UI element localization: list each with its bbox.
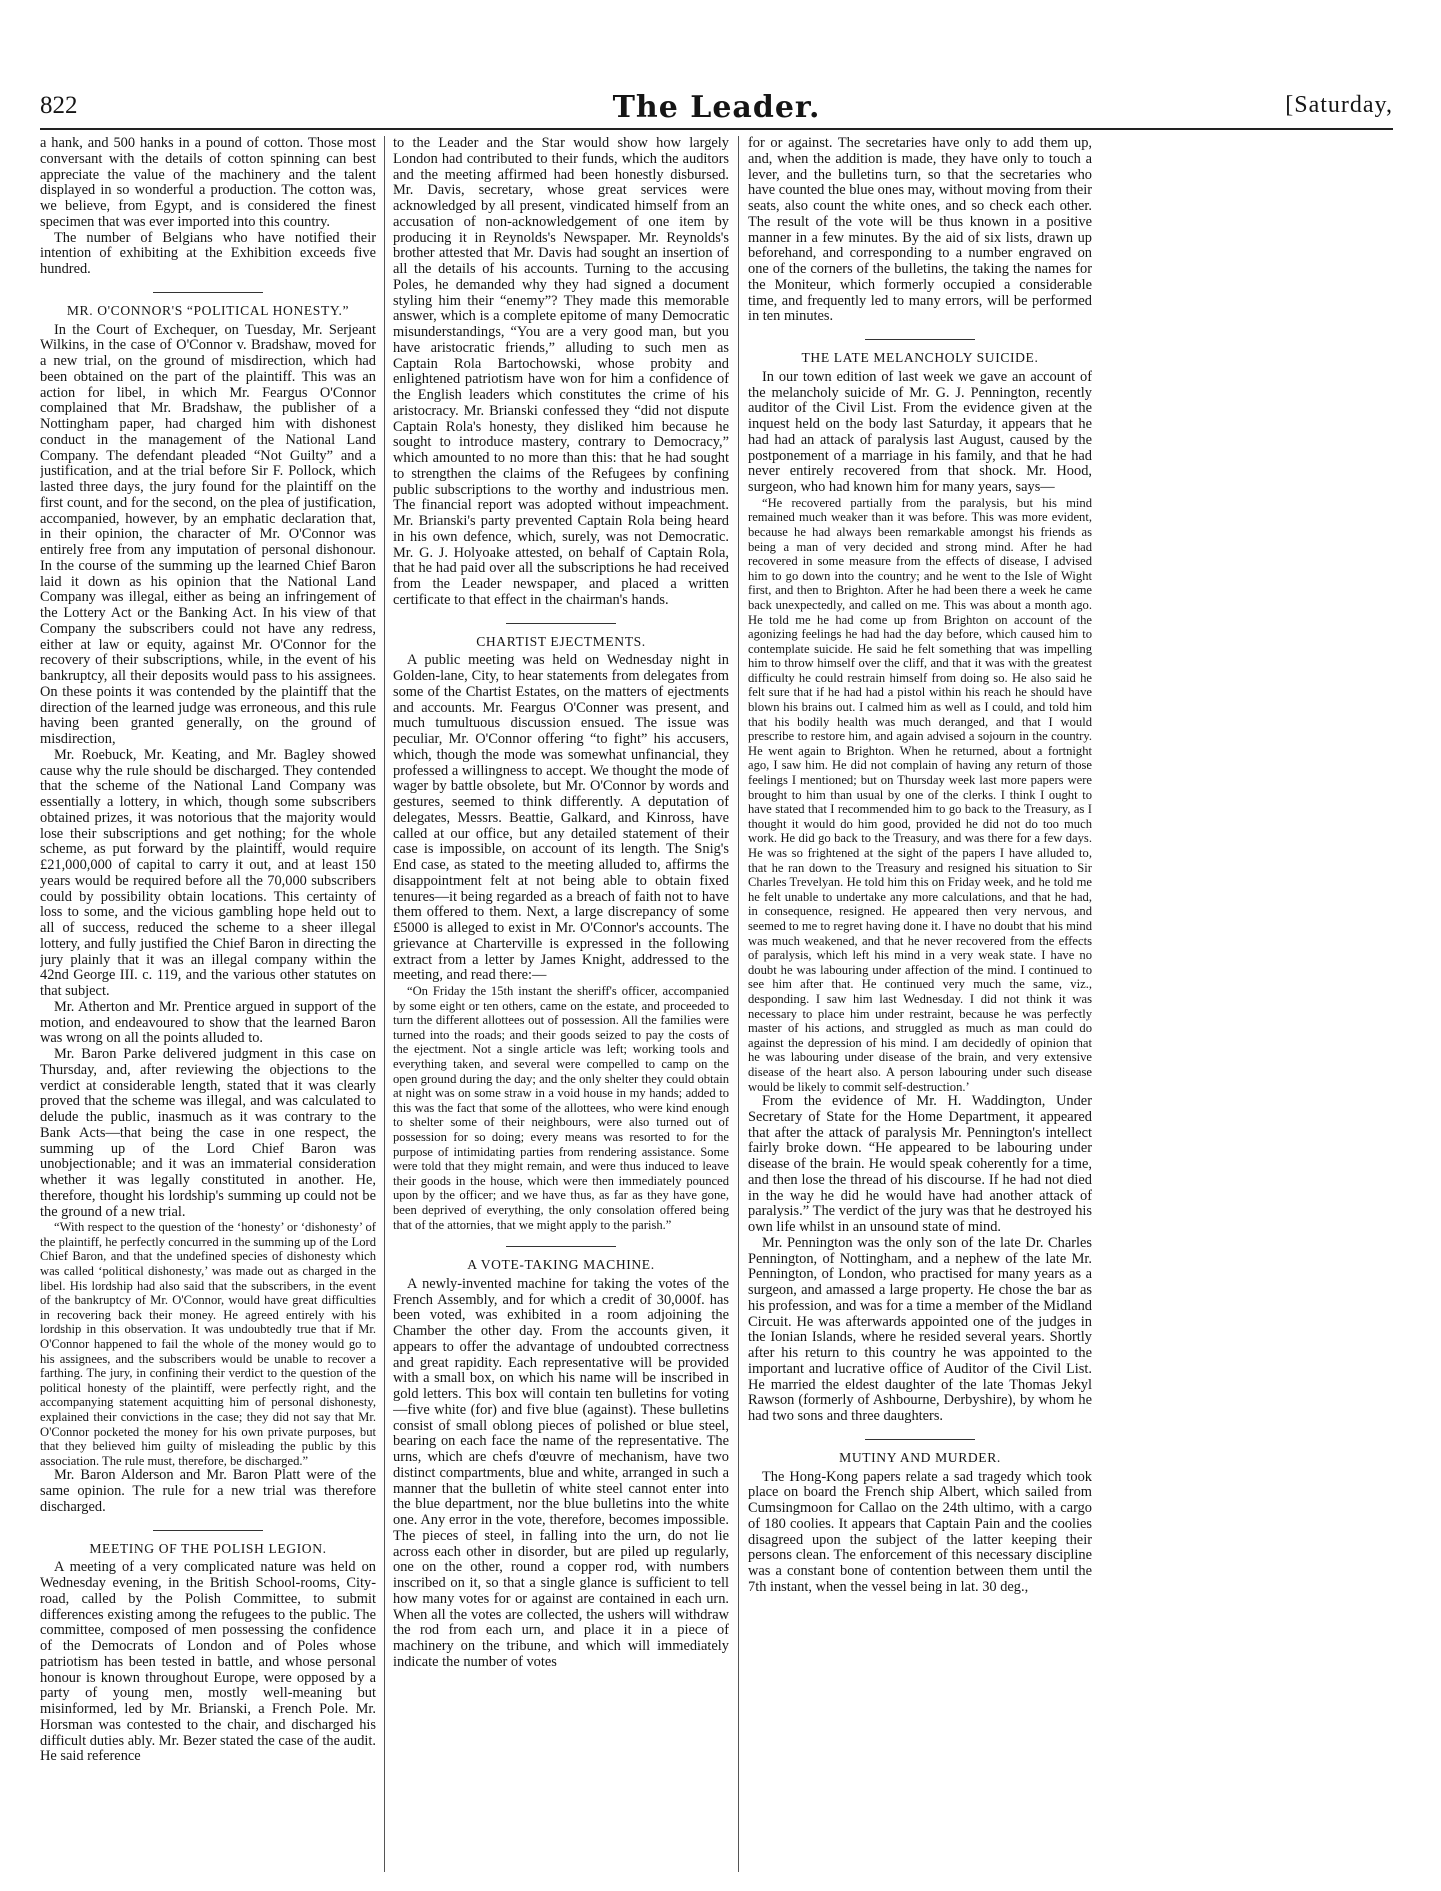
article-heading: CHARTIST EJECTMENTS. (476, 633, 646, 649)
paragraph: Mr. Pennington was the only son of the late Dr. Charles Pennington, of Nottingham, and a nephew of the late Mr. Pennington, of London, who practised for many years as a surgeon, and amassed a large property. He chose the bar as his profession, and was for a time a member of the Midland Circuit. He was afterwards appointed one of the judges in the Ionian Islands, where he resided several years. Shortly after his return to this country he was appointed to the important and lucrative office of Auditor of the Civil List. He married the eldest daughter of the late Thomas Jekyl Rawson (formerly of Ashbourne, Derbyshire), by whom he had two sons and three daughters. (748, 1234, 1092, 1425)
paragraph: A meeting of a very complicated nature was held on Wednesday evening, in the British School-rooms, City-road, called by the Polish Committee, to submit differences existing among the refugees to the public. The committee, composed of men possessing the confidence of the Democrats of London and of Poles whose patriotism has been tested in battle, and whose personal honour is known throughout Europe, were opposed by a party of young men, mostly well-meaning but misinformed, led by Mr. Brianski, a French Pole. Mr. Horsman was contested to the chair, and discharged his difficult duties ably. Mr. Bezer stated the case of the audit. He said reference (40, 1559, 376, 1765)
paragraph: Mr. Baron Parke delivered judgment in this case on Thursday, and, after reviewing the objections to the verdict at considerable length, stated that it was clearly proved that the scheme was illegal, and was calculated to delude the public, inasmuch as it was contrary to the Bank Acts—that being the case in one respect, the summing up of the Lord Chief Baron was unobjectionable; and it was an immaterial consideration whether it was legally constituted in another. He, therefore, thought his lordship's summing up could not be the ground of a new trial. (40, 1046, 376, 1220)
article-heading: THE LATE MELANCHOLY SUICIDE. (801, 350, 1039, 365)
paragraph: The number of Belgians who have notified their intention of exhibiting at the Exhibition exceeds five hundred. (40, 229, 376, 277)
paragraph: to the Leader and the Star would show how largely London had contributed to their funds, which the auditors and the meeting affirmed had been honestly disbursed. Mr. Davis, secretary, whose great services were acknowledged by all present, vindicated himself from an accusation of non-acknowledgement of one item by producing it in Reynolds's Newspaper. Mr. Reynolds's brother attested that Mr. Davis had sought an insertion of all the details of his accounts. Turning to the accusing Poles, he demanded why they had signed a document styling him their “enemy”? They made this memorable answer, which is a complete epitome of many Democratic misunderstandings, “You are a very good man, but you have aristocratic friends,” alluding to such men as Captain Rola Bartochowski, whose probity and enlightened patriotism have won for him a confidence of the English leaders which constitutes the crime of his aristocracy. Mr. Brianski confessed they “did not dispute Captain Rola's honesty, they disliked him because he sought to introduce mastery, contrary to Democracy,” which amounted to no more than this: that he had sought to strengthen the claims of the Refugees by confining public subscriptions to the worthy and industrious men. The financial report was adopted without impeachment. Mr. Brianski's party prevented Captain Rola being heard in his own defence, which, surely, was not Democratic. Mr. G. J. Holyoake attested, on behalf of Captain Rola, that he had paid over all the subscriptions he had received from the Leader newspaper, and placed a written certificate to that effect in the chairman's hands. (393, 136, 729, 608)
article-heading: MEETING OF THE POLISH LEGION. (89, 1540, 327, 1556)
column-divider (384, 136, 385, 1872)
article-heading: A VOTE-TAKING MACHINE. (467, 1257, 655, 1273)
page-header (40, 92, 1393, 128)
section-rule (865, 339, 975, 340)
day-label: [Saturday, (1285, 92, 1393, 118)
paragraph: for or against. The secretaries have only to add them up, and, when the addition is made, they have only to touch a lever, and the bulletins turn, so that the secretaries who have counted the blue ones may, without moving from their seats, also count the white ones, and so check each other. The result of the vote will be thus known in a positive manner in a few minutes. By the aid of six lists, drawn up beforehand, and corresponding to a number engraved on one of the corners of the bulletins, the taking the names for the Moniteur, which formerly occupied a considerable time, and frequently led to many errors, will be performed in ten minutes. (748, 136, 1092, 325)
paragraph: Mr. Atherton and Mr. Prentice argued in support of the motion, and endeavoured to show that the learned Baron was wrong on all the points alluded to. (40, 998, 376, 1047)
quoted-paragraph: “With respect to the question of the ‘honesty’ or ‘dishonesty’ of the plaintiff, he perfectly concurred in the summing up of the Lord Chief Baron, and that the undefined species of dishonesty which was called ‘political dishonesty,’ was made out as charged in the libel. His lordship had also said that the subscribers, in the event of the bankruptcy of Mr. O'Connor, would have great difficulties in recovering back their money. He agreed entirely with his lordship in this observation. It was undoubtedly true that if Mr. O'Connor happened to fail the whole of the money would go to his assignees, and the subscribers would be unable to recover a farthing. The jury, in confining their verdict to the question of the political honesty of the plaintiff, were perfectly right, and the accompanying statement acquitting him of personal dishonesty, explained their convictions in the case; they did not say that Mr. O'Connor pocketed the money for his own private purposes, but that they believed him guilty of misleading the public by this association. The rule must, therefore, be discharged.” (40, 1220, 376, 1468)
masthead: The Leader. (612, 90, 821, 125)
section-rule (153, 1530, 263, 1531)
column-1 (40, 136, 376, 1868)
paragraph: From the evidence of Mr. H. Waddington, Under Secretary of State for the Home Department, it appeared that after the attack of paralysis Mr. Pennington's intellect fairly broke down. “He appeared to be labouring under disease of the brain. He would speak coherently for a time, and then lose the thread of his discourse. If he had not died in the way he did he would have had another attack of paralysis.” The verdict of the jury was that he destroyed his own life whilst in an unsound state of mind. (748, 1093, 1092, 1236)
paragraph: a hank, and 500 hanks in a pound of cotton. Those most conversant with the details of cotton spinning can best appreciate the value of the machinery and the talent displayed in so wonderful a production. The cotton was, we believe, from Egypt, and is considered the finest specimen that was ever imported into this country. (40, 136, 376, 230)
page-number: 822 (40, 92, 78, 119)
paragraph: In our town edition of last week we gave an account of the melancholy suicide of Mr. G. J. Pennington, recently auditor of the Civil List. From the evidence given at the inquest held on the body last Saturday, it appears that he had had an attack of paralysis last August, caused by the postponement of a marriage in his family, and that he had never entirely recovered from that shock. Mr. Hood, surgeon, who had known him for many years, says— (748, 368, 1092, 495)
article-heading: MUTINY AND MURDER. (839, 1449, 1001, 1465)
paragraph: In the Court of Exchequer, on Tuesday, Mr. Serjeant Wilkins, in the case of O'Connor v. Bradshaw, moved for a new trial, on the ground of misdirection, which had been obtained on the part of the plaintiff. This was an action for libel, in which Mr. Feargus O'Connor complained that Mr. Bradshaw, the publisher of a Nottingham paper, had charged him with dishonest conduct in the management of the National Land Company. The defendant pleaded “Not Guilty” and a justification, and at the trial before Sir F. Pollock, which lasted three days, the jury found for the plaintiff on the first count, and for the second, on the plea of justification, accompanied, however, by an emphatic declaration that, in their opinion, the character of Mr. O'Connor was entirely free from any imputation of personal dishonour. In the course of the summing up the learned Chief Baron laid it down as his opinion that the National Land Company was illegal, either as being an infringement of the Lottery Act or the Banking Act. In his view of that Company the subscribers could not have any redress, either at law or equity, against Mr. O'Connor for the recovery of their subscriptions, while, in the event of his bankruptcy, all their deposits would pass to his assignees. On these points it was contended by the plaintiff that the direction of the learned judge was erroneous, and this rule having been granted generally, on the ground of misdirection, (40, 321, 376, 747)
paragraph: The Hong-Kong papers relate a sad tragedy which took place on board the French ship Albert, which sailed from Cumsingmoon for Callao on the 24th ultimo, with a cargo of 180 coolies. It appears that Captain Pain and the coolies disagreed upon the subject of the latter keeping their persons clean. The enforcement of this necessary discipline was a constant bone of contention between them until the 7th instant, when the vessel being in lat. 30 deg., (748, 1468, 1092, 1595)
column-divider (738, 136, 739, 1872)
section-rule (865, 1439, 975, 1440)
quoted-paragraph: “On Friday the 15th instant the sheriff's officer, accompanied by some eight or ten others, came on the estate, and proceeded to turn the different allottees out of possession. All the families were turned into the roads; and their goods seized to pay the costs of the ejectment. Not a single article was left; working tools and everything taken, and several were compelled to camp on the open ground during the day; and the only shelter they could obtain at night was on some straw in a void house in my hands; added to this was the fact that some of the allottees, who were kind enough to shelter some of their neighbours, were also turned out of possession for so doing; every means was resorted to for the purpose of intimidating parties from rendering assistance. Some were told that they might remain, and were thus induced to leave their goods in the house, which were then immediately pounced upon by the officer; and we have thus, as far as they have gone, been deprived of everything, the only consolation offered being that of the attornies, that we might apply to the parish.” (393, 984, 729, 1232)
quoted-paragraph: “He recovered partially from the paralysis, but his mind remained much weaker than it was before. This was more evident, because he had always been remarkable amongst his friends as being a man of very decided and strong mind. After he had recovered in some measure from the effects of disease, I advised him to go down into the country; and he went to the Isle of Wight first, and then to Brighton. After he had been there a week he came back unexpectedly, and called on me. This was about a month ago. He told me he had come up from Brighton on account of the agonizing feelings he had had the day before, which caused him to contemplate suicide. He said he felt something that was impelling him to throw himself over the cliff, and that it was with the greatest difficulty he could restrain himself from doing so. He also said he felt sure that if he had had a pistol within his reach he should have blown his brains out. I calmed him as well as I could, and told him that his bodily health was much deranged, and that I would prescribe to restore him, and again advised a sojourn in the country. He went again to Brighton. When he returned, about a fortnight ago, I saw him. He did not complain of having any return of those feelings I mentioned; but on Thursday week last more papers were brought to him than usual by one of the clerks. I think I ought to have stated that I recommended him to go back to the Treasury, as I thought it would do him good, provided he did not do too much work. He did go back to the Treasury, and was there for a few days. He was so frightened at the sight of the papers I have alluded to, that he ran down to the Treasury and resigned his situation to Sir Charles Trevelyan. He told him this on Friday week, and he told me he felt unable to undertake any more calculations, and that he had, in consequence, resigned. He appeared then very nervous, and seemed to me to regret having done it. I have no doubt that his mind was much weakened, and that he never recovered from the effects of paralysis, which left his mind in a very weak state. I have no doubt he was labouring under affection of the mind. I continued to see him after that. He continued very much the same, viz., desponding. I saw him last Wednesday. I did not think it was necessary to place him under restraint, because he was perfectly master of his actions, and struggled as much as man could do against the depression of his mind. I am decidedly of opinion that he was labouring under disease of the brain, and very extensive disease of the heart also. A person labouring under such disease would be likely to commit self-destruction.’ (748, 495, 1092, 1094)
paragraph: Mr. Roebuck, Mr. Keating, and Mr. Bagley showed cause why the rule should be discharged. They contended that the scheme of the National Land Company was essentially a lottery, in which, though some subscribers obtained prizes, it was notorious that the majority would lose their subscriptions and get nothing; for the whole scheme, as put forward by the plaintiff, would require £21,000,000 of capital to carry it out, and at least 150 years would be required before all the 70,000 subscribers could by possibility obtain locations. This certainty of loss to some, and the vicious gambling hope held out to all of success, reduced the scheme to a sheer illegal lottery, and fully justified the Chief Baron in directing the jury plainly that it was an illegal company within the 42nd George III. c. 119, and the various other statutes on that subject. (40, 746, 376, 999)
paragraph: A public meeting was held on Wednesday night in Golden-lane, City, to hear statements from delegates from some of the Chartist Estates, on the matters of ejectments and accounts. Mr. Feargus O'Conner was present, and much tumultuous discussion ensued. The issue was peculiar, Mr. O'Connor offering “to fight” his accusers, which, though the mode was somewhat unfinancial, they professed a willingness to accept. We thought the mode of wager by battle obsolete, but Mr. O'Connor by words and gestures, seemed to think differently. A deputation of delegates, Messrs. Beattie, Galkard, and Kinross, have called at our office, but any detailed statement of their case is impossible, on account of its length. The Snig's End case, as stated to the meeting alluded to, affirms the disappointment felt at not being able to obtain fixed tenures—it being regarded as a breach of faith not to have them offered to them. Next, a large discrepancy of some £5000 is alleged to exist in Mr. O'Connor's accounts. The grievance at Charterville is expressed in the following extract from a letter by James Knight, addressed to the meeting, and read there:— (393, 652, 729, 984)
section-rule (153, 292, 263, 293)
section-rule (506, 623, 616, 624)
paragraph: Mr. Baron Alderson and Mr. Baron Platt were of the same opinion. The rule for a new trial was therefore discharged. (40, 1467, 376, 1515)
column-2 (393, 136, 729, 1868)
section-rule (506, 1246, 616, 1247)
header-rule (40, 128, 1393, 130)
article-heading: MR. O'CONNOR'S “POLITICAL HONESTY.” (66, 302, 350, 318)
column-3 (748, 136, 1092, 1868)
paragraph: A newly-invented machine for taking the votes of the French Assembly, and for which a credit of 30,000f. has been voted, was exhibited in a room adjoining the Chamber the other day. From the accounts given, it appears to offer the advantage of undoubted correctness and great rapidity. Each representative will be provided with a small box, on which his name will be inscribed in gold letters. This box will contain ten bulletins for voting—five white (for) and five blue (against). These bulletins consist of small oblong pieces of polished or blue steel, bearing on each face the name of the representative. The urns, which are chefs d'œuvre of mechanism, have two distinct compartments, blue and white, arranged in such a manner that the bulletin of white steel cannot enter into the blue department, nor the blue bulletins into the white one. Any error in the vote, therefore, becomes impossible. The pieces of steel, in falling into the urn, do not lie across each other in disorder, but are piled up regularly, one on the other, round a copper rod, with numbers inscribed on it, so that a single glance is sufficient to tell how many votes for or against are contained in each urn. When all the votes are collected, the ushers will withdraw the rod from each urn, and place it in a piece of machinery on the tribune, and which will immediately indicate the number of votes (393, 1275, 729, 1670)
